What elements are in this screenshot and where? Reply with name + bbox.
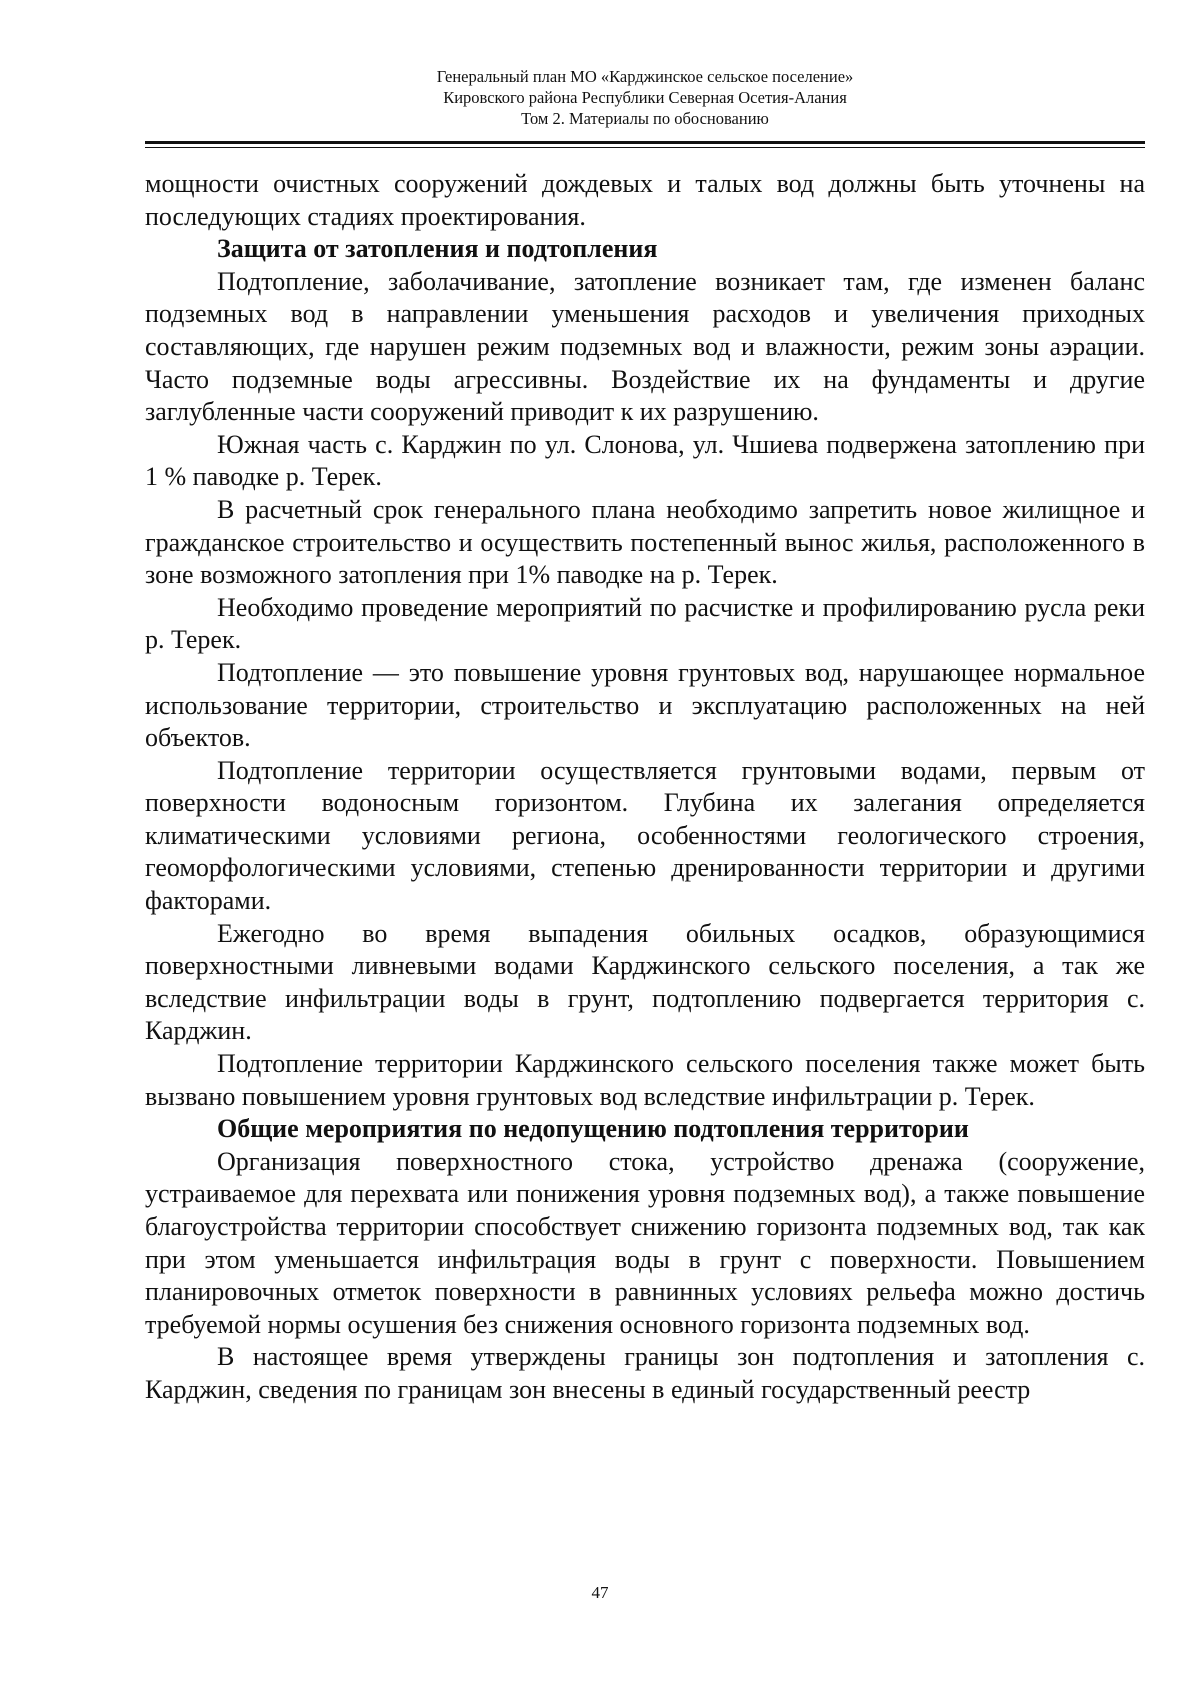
- header-rule-thick: [145, 141, 1145, 144]
- paragraph-8: Ежегодно во время выпадения обильных осадков, образующимися поверхностными ливневыми водами Карджинского сельского поселения, а так же вследствие инфильтрации воды в грунт, подтоплению подвергается территория с. Карджин.: [145, 918, 1145, 1046]
- header-line-1: Генеральный план МО «Карджинское сельское поселение»: [436, 67, 854, 86]
- paragraph-10: Организация поверхностного стока, устройство дренажа (сооружение, устраиваемое для перехвата или понижения уровня подземных вод), а также повышение благоустройства территории способствует снижению горизонта подземных вод, так как при этом уменьшается инфильтрация воды в грунт с поверхности. Повышением планировочных отметок поверхности в равнинных условиях рельефа можно достичь требуемой нормы осушения без снижения основного горизонта подземных вод.: [145, 1146, 1145, 1339]
- paragraph-7: Подтопление территории осуществляется грунтовыми водами, первым от поверхности водоносным горизонтом. Глубина их залегания определяется климатическими условиями региона, особенностями геологического строения, геоморфологическими условиями, степенью дренированности территории и другими факторами.: [145, 755, 1145, 916]
- paragraph-1: мощности очистных сооружений дождевых и талых вод должны быть уточнены на последующих стадиях проектирования.: [145, 169, 1145, 231]
- header-line-3: Том 2. Материалы по обоснованию: [521, 109, 769, 128]
- header-line-2: Кировского района Республики Северная Осетия-Алания: [443, 88, 847, 107]
- paragraph-9: Подтопление территории Карджинского сельского поселения также может быть вызвано повышением уровня грунтовых вод вследствие инфильтрации р. Терек.: [145, 1049, 1145, 1111]
- paragraph-3: Южная часть с. Карджин по ул. Слонова, ул. Чшиева подвержена затоплению при 1 % паводке р. Терек.: [145, 429, 1145, 492]
- paragraph-6: Подтопление — это повышение уровня грунтовых вод, нарушающее нормальное использование территории, строительство и эксплуатацию расположенных на ней объектов.: [145, 657, 1145, 753]
- section-heading-flood-protection: Защита от затопления и подтопления: [217, 234, 658, 264]
- paragraph-2: Подтопление, заболачивание, затопление возникает там, где изменен баланс подземных вод в направлении уменьшения расходов и увеличения приходных составляющих, где нарушен режим подземных вод и влажности, режим зоны аэрации. Часто подземные воды агрессивны. Воздействие их на фундаменты и другие заглубленные части сооружений приводит к их разрушению.: [145, 266, 1145, 427]
- paragraph-5: Необходимо проведение мероприятий по расчистке и профилированию русла реки р. Терек.: [145, 592, 1145, 655]
- header-rule-thin: [145, 147, 1145, 148]
- page-header: [145, 66, 1145, 129]
- section-heading-general-measures: Общие мероприятия по недопущению подтопления территории: [217, 1114, 969, 1144]
- page-number: 47: [591, 1583, 609, 1602]
- body-text: [145, 168, 1145, 1407]
- paragraph-11: В настоящее время утверждены границы зон подтопления и затопления с. Карджин, сведения по границам зон внесены в единый государственный реестр: [145, 1342, 1145, 1404]
- paragraph-4: В расчетный срок генерального плана необходимо запретить новое жилищное и гражданское строительство и осуществить постепенный вынос жилья, расположенного в зоне возможного затопления при 1% паводке на р. Терек.: [145, 494, 1145, 590]
